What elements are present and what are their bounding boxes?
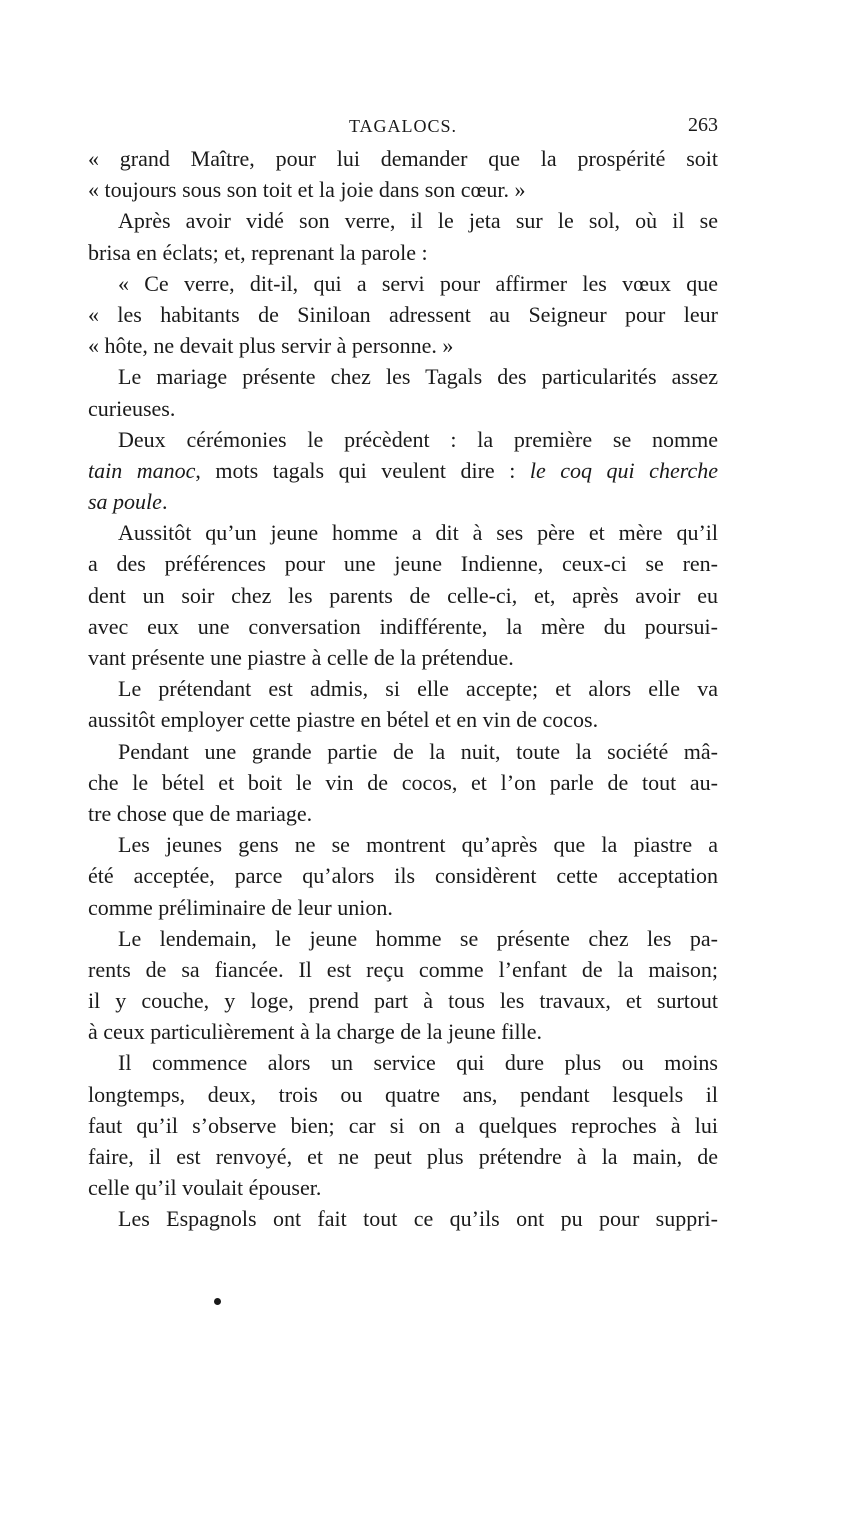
text-line: longtemps, deux, trois ou quatre ans, pendant lesquels il	[88, 1081, 718, 1107]
text-line: « grand Maître, pour lui demander que la prospérité soit	[88, 146, 718, 171]
text-line: celle qu’il voulait épouser.	[88, 1175, 322, 1201]
text-line: dent un soir chez les parents de celle-ci, et, après avoir eu	[88, 582, 718, 608]
text-line: Les jeunes gens ne se montrent qu’après que la piastre a	[118, 832, 718, 858]
text-line: che le bétel et boit le vin de cocos, et l’on parle de tout au-	[88, 769, 718, 795]
text-line: Deux cérémonies le précèdent : la première se nomme	[118, 426, 718, 452]
text-line: Il commence alors un service qui dure plus ou moins	[118, 1050, 718, 1076]
running-title: TAGALOCS.	[348, 116, 458, 136]
body-text	[88, 143, 718, 1235]
text-run: , mots tagals qui veulent dire :	[195, 457, 530, 483]
text-line: Le lendemain, le jeune homme se présente chez les pa-	[118, 925, 718, 951]
text-line	[88, 455, 718, 486]
text-line: il y couche, y loge, prend part à tous les travaux, et surtout	[88, 988, 718, 1014]
text-line: Aussitôt qu’un jeune homme a dit à ses père et mère qu’il	[118, 520, 718, 546]
text-line	[88, 486, 718, 517]
text-line: a des préférences pour une jeune Indienne, ceux-ci se ren-	[88, 551, 718, 577]
text-line: Après avoir vidé son verre, il le jeta sur le sol, où il se	[118, 208, 718, 234]
text-line: Pendant une grande partie de la nuit, toute la société mâ-	[118, 738, 718, 764]
text-line: « toujours sous son toit et la joie dans son cœur. »	[88, 177, 526, 203]
text-line: tre chose que de mariage.	[88, 800, 313, 826]
page-header	[88, 114, 718, 140]
text-line: faut qu’il s’observe bien; car si on a quelques reproches à lui	[88, 1112, 718, 1138]
text-line: à ceux particulièrement à la charge de la jeune fille.	[88, 1019, 543, 1045]
text-line: avec eux une conversation indifférente, la mère du poursui-	[88, 613, 718, 639]
ink-dot	[214, 1298, 221, 1305]
text-line: « hôte, ne devait plus servir à personne. »	[88, 333, 454, 359]
text-line: été acceptée, parce qu’alors ils considèrent cette acceptation	[88, 863, 718, 889]
text-line: « les habitants de Siniloan adressent au Seigneur pour leur	[88, 301, 718, 327]
text-line: faire, il est renvoyé, et ne peut plus prétendre à la main, de	[88, 1144, 718, 1169]
text-line: Le prétendant est admis, si elle accepte; et alors elle va	[118, 676, 718, 702]
italic-text: sa poule	[88, 489, 162, 515]
text-line: rents de sa fiancée. Il est reçu comme l’enfant de la maison;	[88, 956, 718, 982]
text-line: comme préliminaire de leur union.	[88, 894, 393, 920]
text-line: « Ce verre, dit-il, qui a servi pour affirmer les vœux que	[118, 270, 718, 296]
text-line: aussitôt employer cette piastre en bétel et en vin de cocos.	[88, 707, 599, 733]
text-line: Les Espagnols ont fait tout ce qu’ils ont pu pour suppri-	[118, 1206, 718, 1232]
text-line: vant présente une piastre à celle de la prétendue.	[88, 645, 514, 670]
italic-text: le coq qui cherche	[529, 457, 718, 483]
text-line: curieuses.	[88, 395, 176, 421]
text-line: Le mariage présente chez les Tagals des particularités assez	[118, 364, 718, 390]
page-number: 263	[688, 114, 718, 136]
text-line: brisa en éclats; et, reprenant la parole :	[88, 239, 428, 265]
text-run: .	[161, 489, 168, 515]
italic-text: tain manoc	[88, 457, 196, 483]
